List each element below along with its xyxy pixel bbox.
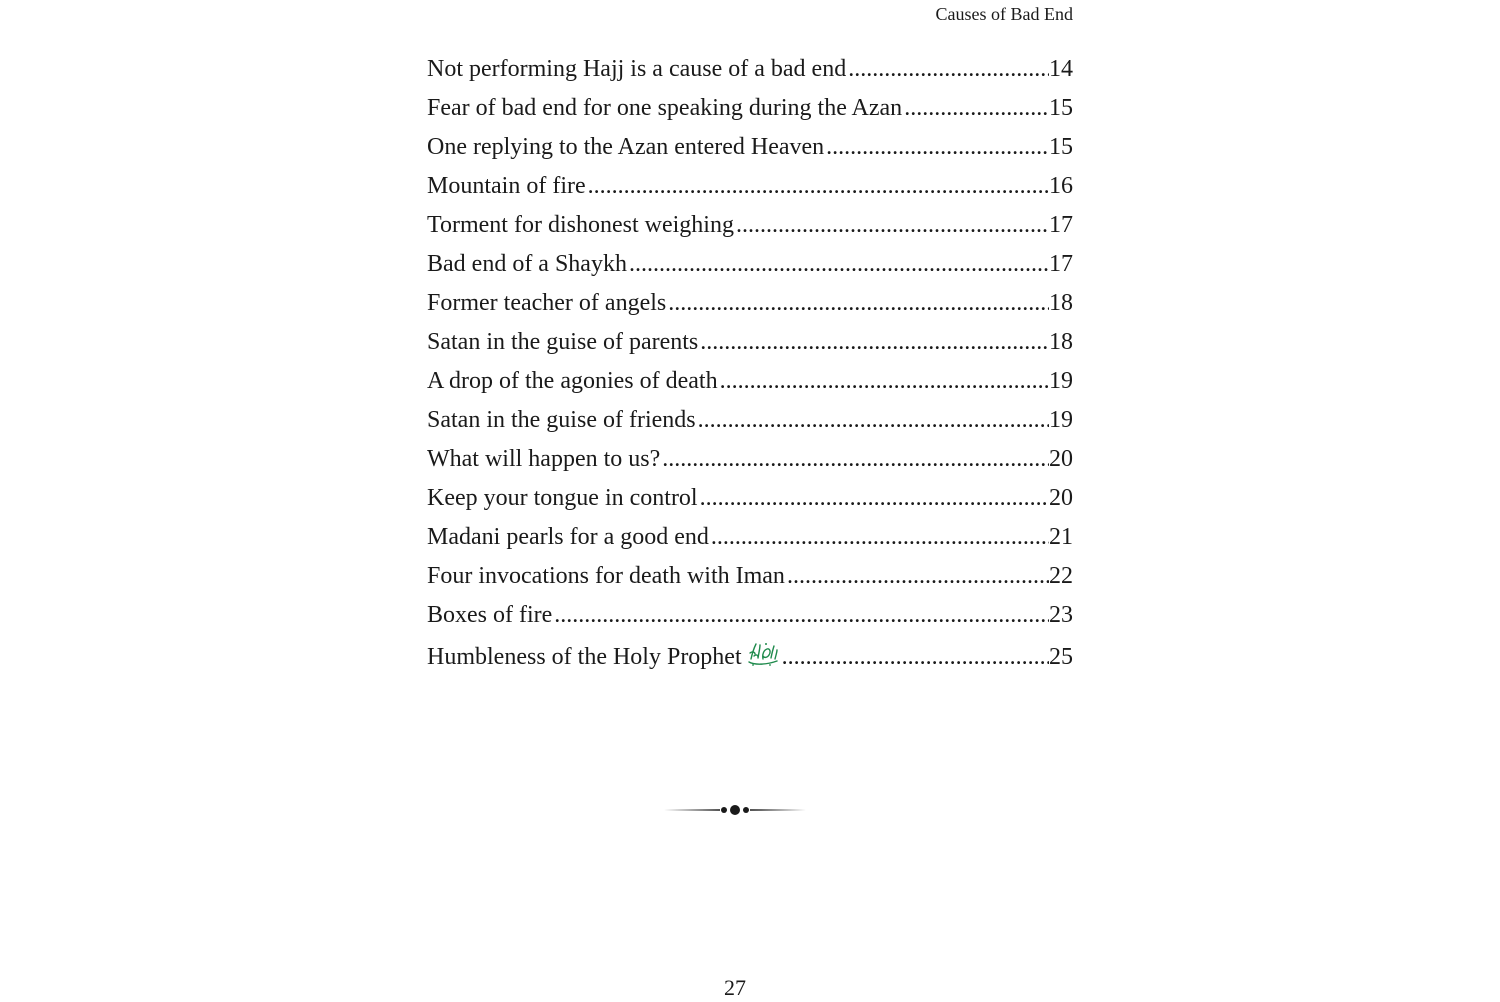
- toc-entry[interactable]: [427, 167, 1073, 206]
- dot-leader: [554, 596, 1049, 635]
- toc-entry[interactable]: [427, 596, 1073, 635]
- toc-entry-page: 19: [1049, 407, 1073, 433]
- page-number: 27: [724, 975, 746, 1000]
- dot-leader: [787, 557, 1049, 596]
- toc-entry-title: Satan in the guise of friends: [427, 407, 696, 433]
- toc-entry-title-wrap: [427, 635, 782, 680]
- toc-entry-page: 18: [1049, 290, 1073, 316]
- toc-entry[interactable]: [427, 206, 1073, 245]
- toc-entry-page: 23: [1049, 602, 1073, 628]
- dot-leader: [629, 245, 1049, 284]
- toc-entry[interactable]: [427, 518, 1073, 557]
- toc-entry[interactable]: [427, 323, 1073, 362]
- toc-entry-title: What will happen to us?: [427, 446, 661, 472]
- toc-entry[interactable]: [427, 557, 1073, 596]
- toc-entry-title: Humbleness of the Holy Prophet: [427, 644, 742, 670]
- toc-entry-title: Four invocations for death with Iman: [427, 563, 785, 589]
- toc-entry-page: 20: [1049, 485, 1073, 511]
- dot-leader: [700, 479, 1049, 518]
- toc-entry-title: Former teacher of angels: [427, 290, 667, 316]
- toc-entry-title: One replying to the Azan entered Heaven: [427, 134, 825, 160]
- toc-entry[interactable]: [427, 635, 1073, 680]
- toc-entry[interactable]: [427, 479, 1073, 518]
- toc-entry-page: 21: [1049, 524, 1073, 550]
- toc-entry[interactable]: [427, 440, 1073, 479]
- toc-entry-page: 17: [1049, 251, 1073, 277]
- salutation-calligraphy-icon: [746, 640, 780, 668]
- toc-entry-title: Bad end of a Shaykh: [427, 251, 627, 277]
- toc-entry[interactable]: [427, 89, 1073, 128]
- dot-leader: [720, 362, 1049, 401]
- dot-leader: [904, 89, 1049, 128]
- toc-entry[interactable]: [427, 401, 1073, 440]
- dot-leader: [588, 167, 1049, 206]
- dot-leader: [668, 284, 1049, 323]
- dot-leader: [736, 206, 1049, 245]
- dot-leader: [782, 635, 1049, 680]
- toc-entry[interactable]: [427, 362, 1073, 401]
- toc-entry-title: Madani pearls for a good end: [427, 524, 709, 550]
- toc-entry-page: 17: [1049, 212, 1073, 238]
- toc-entry-title: Keep your tongue in control: [427, 485, 698, 511]
- toc-entry-page: 15: [1049, 134, 1073, 160]
- toc-entry-page: 19: [1049, 368, 1073, 394]
- toc-entry-page: 16: [1049, 173, 1073, 199]
- toc-entry-title: Satan in the guise of parents: [427, 329, 699, 355]
- dot-leader: [826, 128, 1049, 167]
- toc-entry-title: Torment for dishonest weighing: [427, 212, 734, 238]
- toc-entry-page: 18: [1049, 329, 1073, 355]
- toc-entry[interactable]: [427, 50, 1073, 89]
- toc-entry-page: 14: [1049, 56, 1073, 82]
- running-header: Causes of Bad End: [935, 4, 1073, 24]
- toc-entry-title: Not performing Hajj is a cause of a bad end: [427, 56, 847, 82]
- toc-entry-page: 20: [1049, 446, 1073, 472]
- toc-entry[interactable]: [427, 284, 1073, 323]
- toc-entry-page: 25: [1049, 644, 1073, 670]
- toc-entry-page: 22: [1049, 563, 1073, 589]
- toc-entry-title: Mountain of fire: [427, 173, 586, 199]
- toc-entry[interactable]: [427, 128, 1073, 167]
- dot-leader: [698, 401, 1049, 440]
- toc-entry-title: Boxes of fire: [427, 602, 553, 628]
- toc-entry-title: Fear of bad end for one speaking during the Azan: [427, 95, 903, 121]
- dot-leader: [700, 323, 1049, 362]
- section-divider-ornament-icon: [662, 800, 808, 820]
- table-of-contents: [427, 50, 1073, 680]
- dot-leader: [711, 518, 1049, 557]
- toc-entry-page: 15: [1049, 95, 1073, 121]
- toc-entry-title: A drop of the agonies of death: [427, 368, 718, 394]
- dot-leader: [662, 440, 1049, 479]
- dot-leader: [848, 50, 1049, 89]
- toc-entry[interactable]: [427, 245, 1073, 284]
